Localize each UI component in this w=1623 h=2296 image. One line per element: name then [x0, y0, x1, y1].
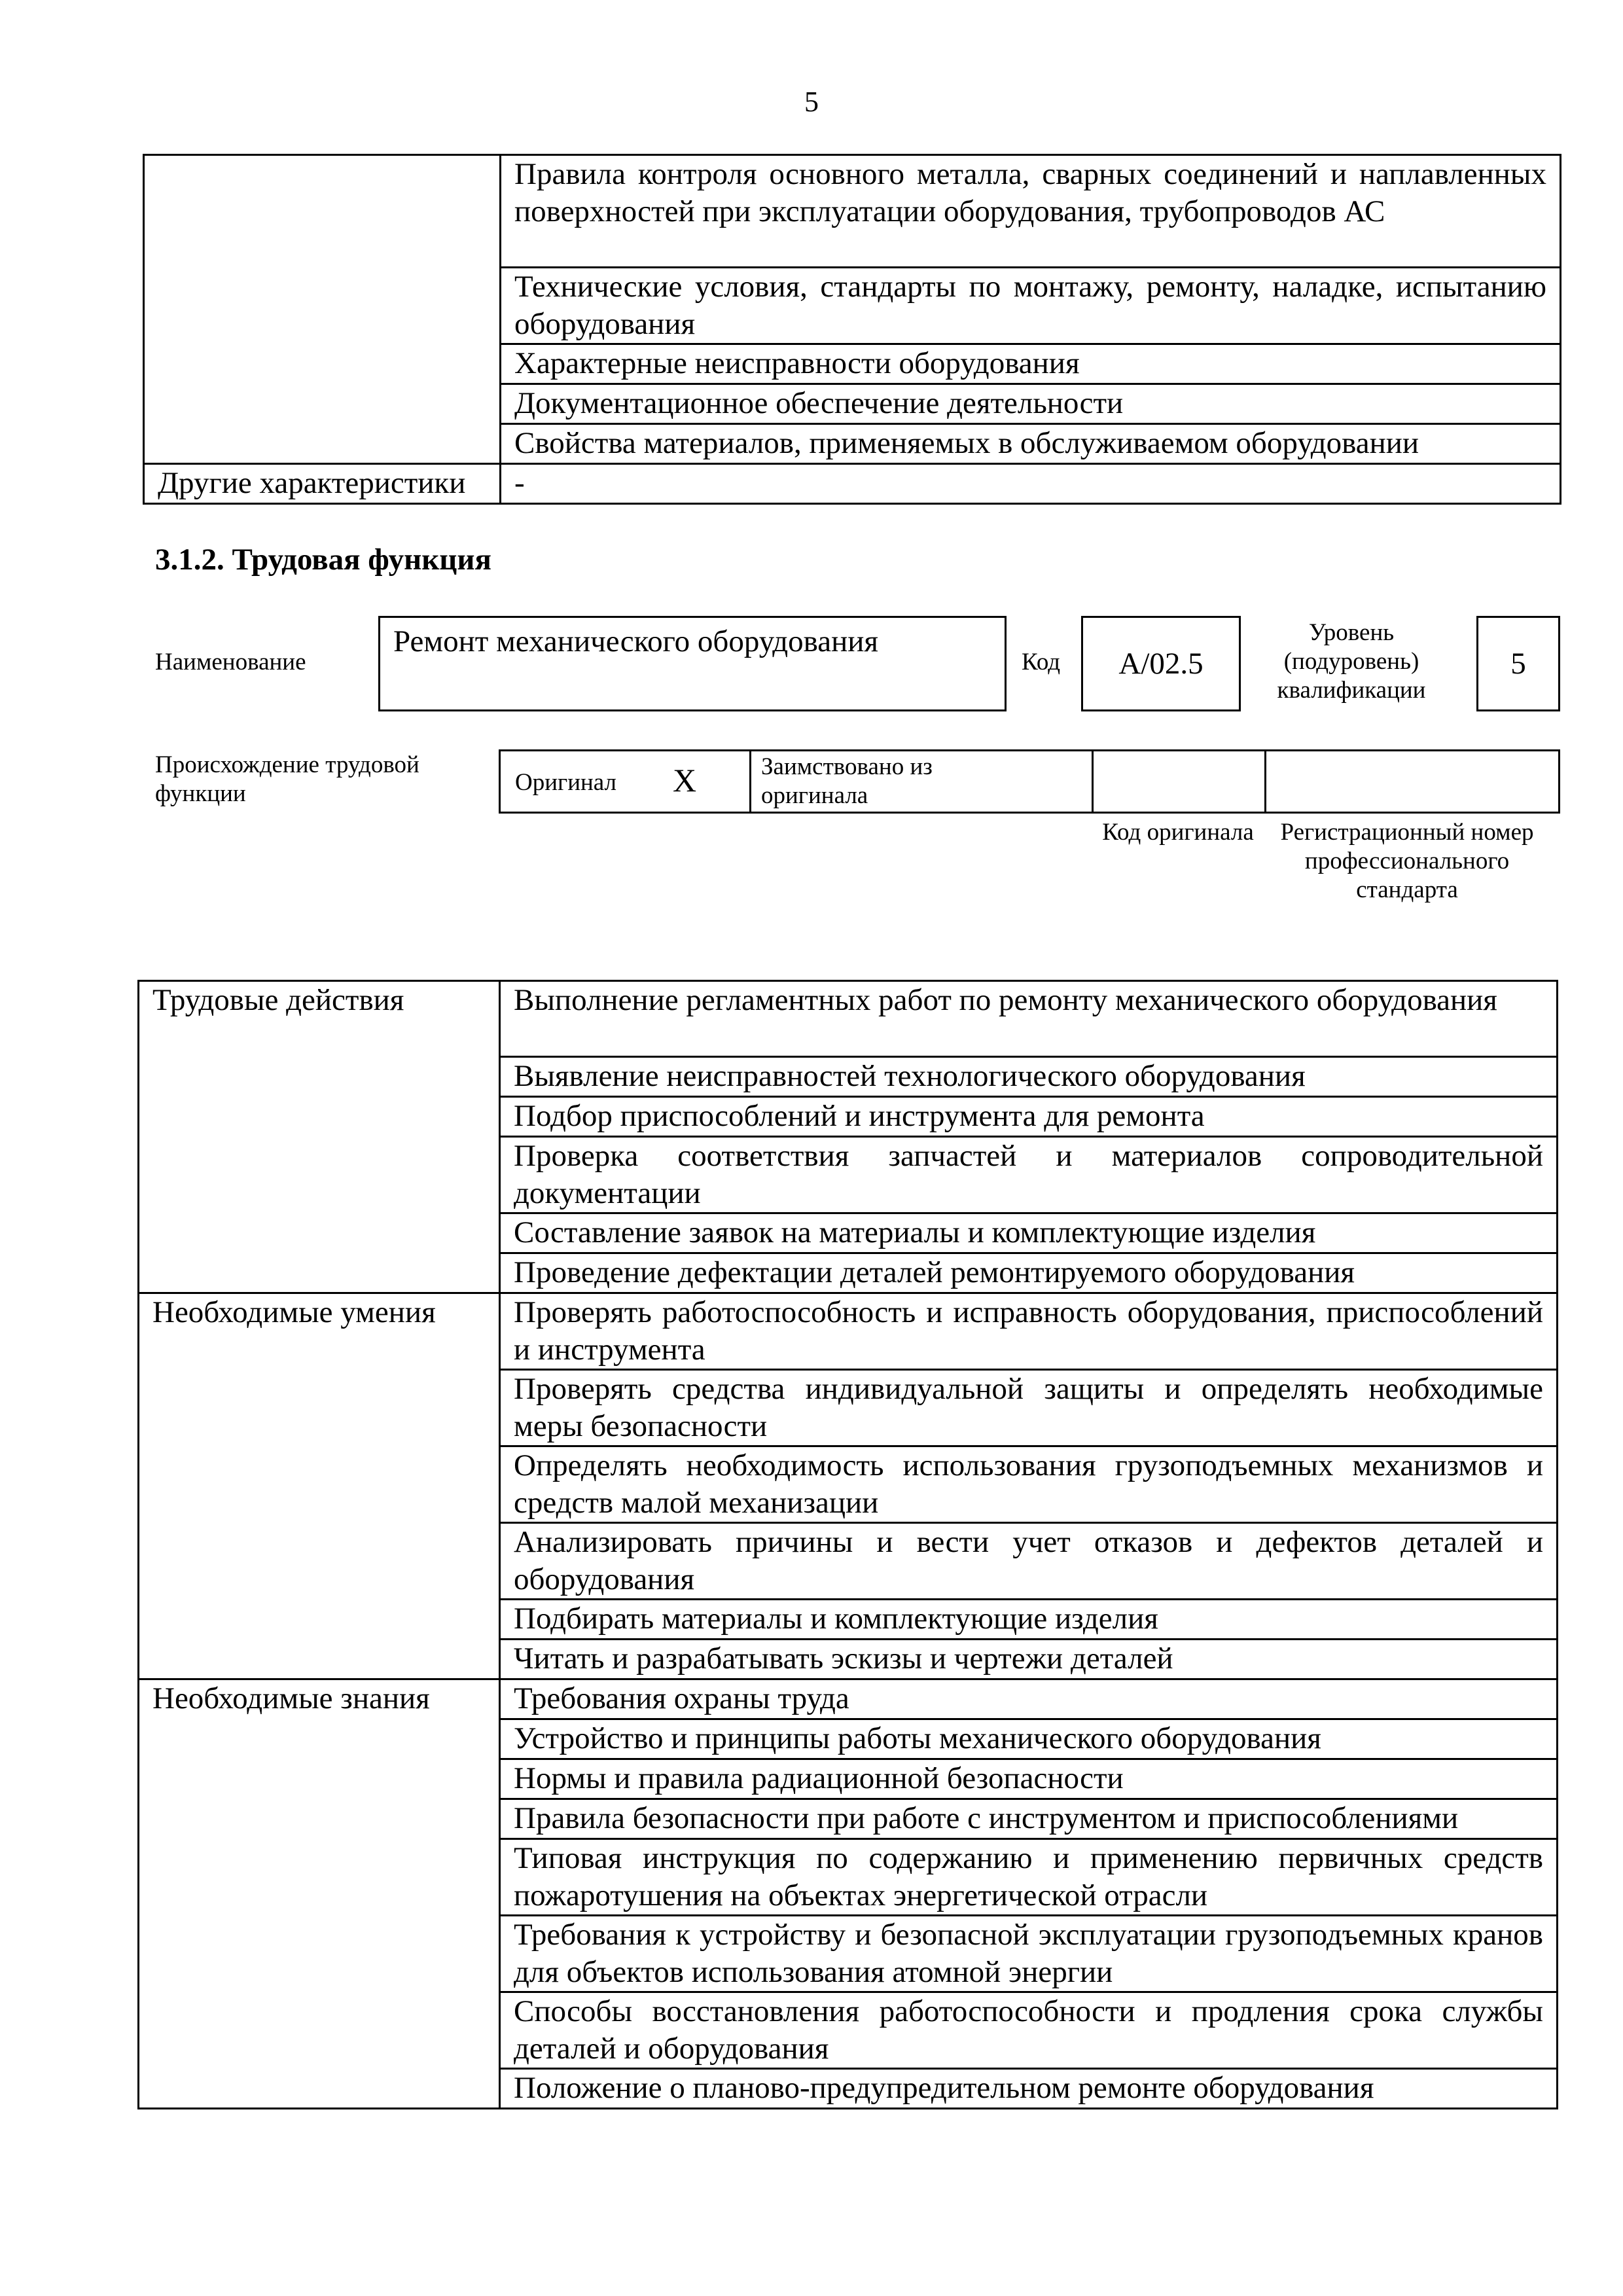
top-table-item: Технические условия, стандарты по монтажу, ремонту, наладке, испытанию оборудования: [501, 268, 1561, 344]
function-code: А/02.5: [1118, 647, 1204, 681]
table-item: Положение о планово-предупредительном ремонте оборудования: [500, 2069, 1558, 2109]
original-mark: X: [673, 762, 697, 798]
table-item: Подбирать материалы и комплектующие изделия: [500, 1600, 1558, 1640]
top-table-empty-label: [144, 155, 501, 464]
top-table-item: Характерные неисправности оборудования: [501, 344, 1561, 384]
top-table-item: Правила контроля основного металла, сварных соединений и наплавленных поверхностей при эксплуатации оборудования, трубопроводов АС: [501, 155, 1561, 268]
level-label: Уровень (подуровень) квалификации: [1277, 619, 1426, 704]
function-name: Ремонт механического оборудования: [393, 624, 879, 658]
other-characteristics-label: Другие характеристики: [144, 464, 501, 504]
name-value-box: [378, 616, 1007, 711]
table-item: Составление заявок на материалы и комплектующие изделия: [500, 1213, 1558, 1253]
registration-number-caption: Регистрационный номер профессионального стандарта: [1280, 819, 1534, 903]
table-item: Требования охраны труда: [500, 1679, 1558, 1719]
origin-box: [499, 749, 1560, 814]
table-item: Типовая инструкция по содержанию и применению первичных средств пожаротушения на объектах энергетической отрасли: [500, 1839, 1558, 1916]
code-label: Код: [1022, 649, 1061, 675]
page-number: 5: [804, 86, 819, 118]
table-item: Читать и разрабатывать эскизы и чертежи деталей: [500, 1640, 1558, 1679]
section-title: 3.1.2. Трудовая функция: [155, 543, 491, 577]
table-item: Правила безопасности при работе с инструментом и приспособлениями: [500, 1799, 1558, 1839]
table-item: Выявление неисправностей технологического оборудования: [500, 1057, 1558, 1097]
main-table: [137, 980, 1558, 2109]
table-item: Проведение дефектации деталей ремонтируемого оборудования: [500, 1253, 1558, 1293]
section-label-skills: Необходимые умения: [139, 1293, 500, 1679]
name-label: Наименование: [155, 649, 306, 675]
origin-divider: [749, 751, 751, 812]
origin-divider: [1092, 751, 1094, 812]
section-label-actions: Трудовые действия: [139, 981, 500, 1293]
top-table-item: Документационное обеспечение деятельности: [501, 384, 1561, 424]
table-item: Проверка соответствия запчастей и материалов сопроводительной документации: [500, 1137, 1558, 1213]
table-item: Анализировать причины и вести учет отказов и дефектов деталей и оборудования: [500, 1523, 1558, 1600]
code-value-box: [1081, 616, 1241, 711]
table-item: Выполнение регламентных работ по ремонту механического оборудования: [500, 981, 1558, 1057]
section-label-knowledge: Необходимые знания: [139, 1679, 500, 2109]
table-item: Подбор приспособлений и инструмента для ремонта: [500, 1097, 1558, 1137]
level-value-box: [1476, 616, 1560, 711]
top-table: [143, 154, 1561, 505]
other-characteristics-value: -: [501, 464, 1561, 504]
table-item: Нормы и правила радиационной безопасности: [500, 1759, 1558, 1799]
origin-divider: [1264, 751, 1266, 812]
original-code-caption: Код оригинала: [1102, 819, 1254, 846]
original-label: Оригинал: [515, 769, 617, 796]
table-item: Способы восстановления работоспособности и продления срока службы деталей и оборудования: [500, 1992, 1558, 2069]
origin-label: Происхождение трудовой функции: [155, 751, 419, 807]
table-item: Проверять средства индивидуальной защиты и определять необходимые меры безопасности: [500, 1370, 1558, 1446]
qualification-level: 5: [1510, 647, 1526, 681]
table-item: Требования к устройству и безопасной эксплуатации грузоподъемных кранов для объектов использования атомной энергии: [500, 1916, 1558, 1992]
top-table-item: Свойства материалов, применяемых в обслуживаемом оборудовании: [501, 424, 1561, 464]
table-item: Устройство и принципы работы механического оборудования: [500, 1719, 1558, 1759]
table-item: Определять необходимость использования грузоподъемных механизмов и средств малой механизации: [500, 1446, 1558, 1523]
table-item: Проверять работоспособность и исправность оборудования, приспособлений и инструмента: [500, 1293, 1558, 1370]
borrowed-label: Заимствовано из оригинала: [761, 753, 933, 809]
